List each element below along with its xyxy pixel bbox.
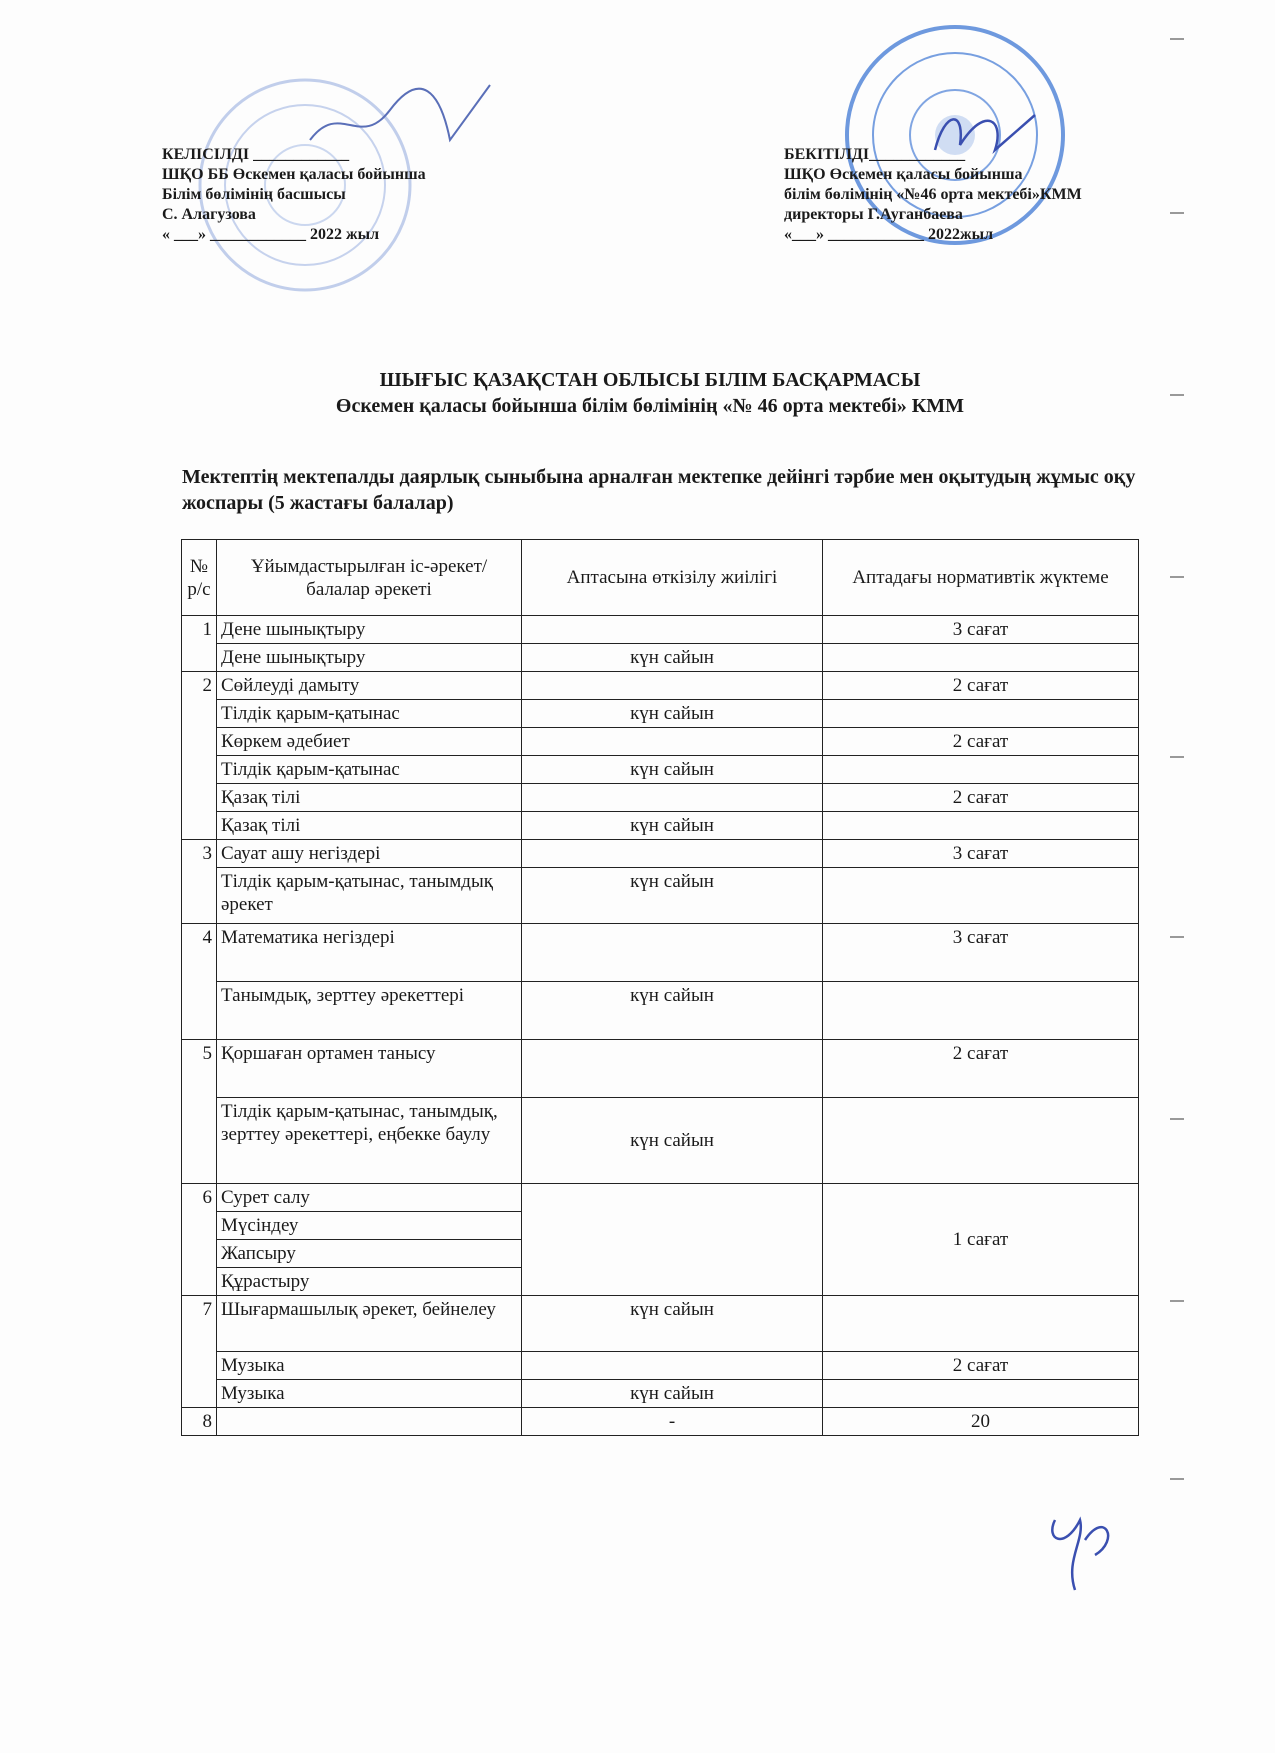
table-row [182,644,1139,672]
activity-cell: Қазақ тілі [217,784,522,812]
load-cell: 3 сағат [823,616,1139,644]
activity-cell: Тілдік қарым-қатынас [217,756,522,784]
frequency-cell: күн сайын [522,700,823,728]
row-number: 1 [182,616,217,672]
table-row [182,924,1139,982]
org-title-line-2: Өскемен қаласы бойынша білім бөлімінің «№ 46 орта мектебі» КММ [335,395,965,417]
org-title [150,367,1150,419]
frequency-cell [522,1040,823,1098]
frequency-cell [522,1184,823,1296]
frequency-cell [522,840,823,868]
header-load: Аптадағы нормативтік жүктеме [823,540,1139,616]
activity-cell: Дене шынықтыру [217,616,522,644]
activity-cell: Музыка [217,1380,522,1408]
activity-cell: Шығармашылық әрекет, бейнелеу [217,1296,522,1352]
header-num: № р/с [182,540,217,616]
load-cell: 2 сағат [823,728,1139,756]
row-number: 5 [182,1040,217,1184]
agreed-line-2: ШҚО ББ Өскемен қаласы бойынша [162,166,426,183]
load-cell: 2 сағат [823,1352,1139,1380]
org-title-line-1: ШЫҒЫС ҚАЗАҚСТАН ОБЛЫСЫ БІЛІМ БАСҚАРМАСЫ [379,369,921,391]
load-cell [823,1098,1139,1184]
study-plan-table [181,539,1139,1436]
table-row [182,1098,1139,1184]
activity-cell [217,1408,522,1436]
agreed-block [162,145,426,245]
frequency-cell: күн сайын [522,1098,823,1184]
activity-cell: Сөйлеуді дамыту [217,672,522,700]
frequency-cell: - [522,1408,823,1436]
table-row [182,784,1139,812]
approved-line-3: білім бөлімінің «№46 орта мектебі»КММ [784,186,1082,203]
agreed-line-5: « ___» ____________ 2022 жыл [162,226,380,243]
frequency-cell [522,784,823,812]
activity-cell: Тілдік қарым-қатынас [217,700,522,728]
load-cell: 1 сағат [823,1184,1139,1296]
approved-line-2: ШҚО Өскемен қаласы бойынша [784,166,1023,183]
load-cell: 20 [823,1408,1139,1436]
frequency-cell: күн сайын [522,868,823,924]
table-row-total [182,1408,1139,1436]
row-number: 4 [182,924,217,1040]
row-number: 7 [182,1296,217,1408]
load-cell [823,1380,1139,1408]
agreed-line-4: С. Алагузова [162,206,256,223]
agreed-line-3: Білім бөлімінің басшысы [162,186,346,203]
activity-cell: Көркем әдебиет [217,728,522,756]
frequency-cell [522,924,823,982]
activity-cell: Музыка [217,1352,522,1380]
load-cell: 2 сағат [823,784,1139,812]
activity-cell: Жапсыру [217,1240,522,1268]
load-cell [823,756,1139,784]
activity-cell: Тілдік қарым-қатынас, танымдық әрекет [217,868,522,924]
activity-cell: Сауат ашу негіздері [217,840,522,868]
frequency-cell [522,1352,823,1380]
table-row [182,1184,1139,1212]
load-cell [823,868,1139,924]
table-row [182,1380,1139,1408]
table-row [182,1040,1139,1098]
frequency-cell: күн сайын [522,982,823,1040]
frequency-cell: күн сайын [522,1296,823,1352]
load-cell: 2 сағат [823,1040,1139,1098]
frequency-cell [522,616,823,644]
approved-block [784,145,1082,245]
signature-bottom [1035,1500,1125,1600]
row-number: 6 [182,1184,217,1296]
activity-cell: Құрастыру [217,1268,522,1296]
frequency-cell [522,728,823,756]
activity-cell: Танымдық, зерттеу әрекеттері [217,982,522,1040]
activity-cell: Тілдік қарым-қатынас, танымдық, зерттеу әрекеттері, еңбекке баулу [217,1098,522,1184]
activity-cell: Қазақ тілі [217,812,522,840]
activity-cell: Математика негіздері [217,924,522,982]
approved-line-5: «___» ____________ 2022жыл [784,226,994,243]
load-cell [823,644,1139,672]
frequency-cell: күн сайын [522,1380,823,1408]
table-row [182,756,1139,784]
table-row [182,700,1139,728]
load-cell: 3 сағат [823,840,1139,868]
table-row [182,728,1139,756]
table-row [182,1296,1139,1352]
header-frequency: Аптасына өткізілу жиілігі [522,540,823,616]
load-cell: 3 сағат [823,924,1139,982]
frequency-cell: күн сайын [522,644,823,672]
activity-cell: Сурет салу [217,1184,522,1212]
row-number: 8 [182,1408,217,1436]
table-row [182,672,1139,700]
header-activity: Ұйымдастырылған іс-әрекет/балалар әрекеті [217,540,522,616]
activity-cell: Мүсіндеу [217,1212,522,1240]
table-row [182,840,1139,868]
row-number: 3 [182,840,217,924]
activity-cell: Дене шынықтыру [217,644,522,672]
table-row [182,868,1139,924]
load-cell [823,812,1139,840]
table-row [182,1352,1139,1380]
load-cell: 2 сағат [823,672,1139,700]
frequency-cell: күн сайын [522,812,823,840]
approved-line-4: директоры Г.Ауганбаева [784,206,963,223]
load-cell [823,982,1139,1040]
plan-title: Мектептің мектепалды даярлық сыныбына арналған мектепке дейінгі тәрбие мен оқытудың жұмыс оқу жоспары (5 жастағы балалар) [182,466,1136,514]
frequency-cell [522,672,823,700]
table-row [182,982,1139,1040]
table-row [182,812,1139,840]
row-number: 2 [182,672,217,840]
load-cell [823,1296,1139,1352]
approved-line-1: БЕКІТІЛДІ____________ [784,146,966,163]
table-row [182,616,1139,644]
load-cell [823,700,1139,728]
activity-cell: Қоршаған ортамен танысу [217,1040,522,1098]
frequency-cell: күн сайын [522,756,823,784]
agreed-line-1: КЕЛІСІЛДІ ____________ [162,146,350,163]
